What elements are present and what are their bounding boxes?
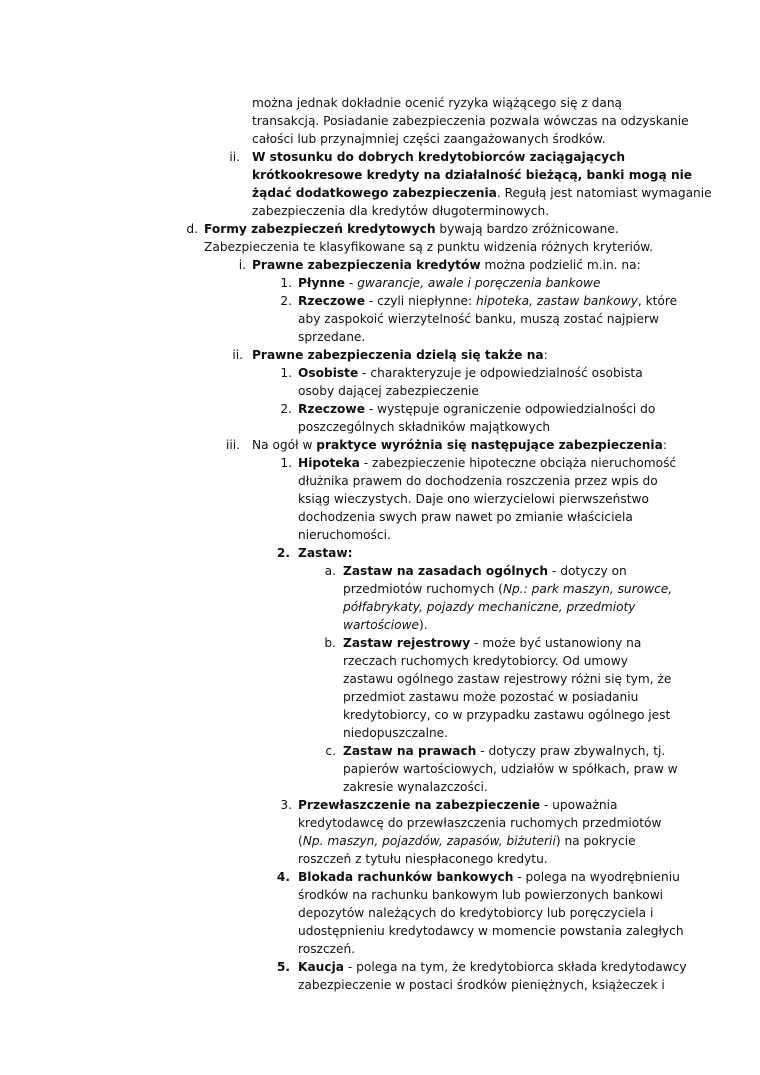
list-marker: 3. <box>280 798 292 812</box>
paragraph-line <box>343 581 672 598</box>
list-marker: a. <box>324 564 336 578</box>
list-marker: d. <box>186 222 198 236</box>
bold-text: Prawne zabezpieczenia dzielą się także na <box>252 348 544 362</box>
list-marker: 1. <box>280 456 292 470</box>
text: Na ogół w <box>252 438 317 452</box>
text: - występuje ograniczenie odpowiedzialności do <box>364 402 656 416</box>
text: . Regułą jest natomiast wymaganie <box>496 186 712 200</box>
list-item <box>252 347 548 364</box>
text: : <box>543 348 548 362</box>
list-marker: c. <box>325 744 336 758</box>
paragraph-line: poszczególnych składników majątkowych <box>298 420 551 434</box>
bold-text: Kaucja <box>298 960 344 974</box>
italic-text: Np.: park maszyn, surowce, <box>502 582 673 596</box>
text: - czyli niepłynne: <box>364 294 477 308</box>
list-marker: b. <box>324 636 336 650</box>
text: ). <box>419 618 428 632</box>
text: można podzielić m.in. na: <box>480 258 641 272</box>
list-marker: 2. <box>276 546 290 560</box>
bold-text: Prawne zabezpieczenia kredytów <box>252 258 481 272</box>
paragraph-line: zastawu ogólnego zastaw rejestrowy różni się tym, że <box>343 672 672 686</box>
text: bywają bardzo zróżnicowane. <box>435 222 619 236</box>
text: - upoważnia <box>540 798 618 812</box>
paragraph-bold-line: krótkookresowe kredyty na działalność bieżącą, banki mogą nie <box>252 168 693 182</box>
italic-text: gwarancje, awale i poręczenia bankowe <box>357 276 601 290</box>
bold-text: Rzeczowe <box>298 402 365 416</box>
paragraph-line: przedmiot zastawu może pozostać w posiadaniu <box>343 690 639 704</box>
intro-line: można jednak dokładnie ocenić ryzyka wiążącego się z daną <box>252 96 623 110</box>
list-item <box>252 257 641 274</box>
list-marker: 2. <box>280 294 292 308</box>
paragraph-line: ksiąg wieczystych. Daje ono wierzycielowi pierwszeństwo <box>298 492 649 506</box>
list-item <box>298 365 643 382</box>
list-item <box>298 797 618 814</box>
list-item <box>298 275 600 292</box>
paragraph-line: zabezpieczenie w postaci środków pieniężnych, książeczek i <box>298 978 665 992</box>
list-item <box>343 563 627 580</box>
bold-text: żądać dodatkowego zabezpieczenia <box>252 186 497 200</box>
list-marker: i. <box>238 258 246 272</box>
text: - zabezpieczenie hipoteczne obciąża nieruchomość <box>359 456 677 470</box>
bold-text: Hipoteka <box>298 456 360 470</box>
paragraph-line: rzeczach ruchomych kredytobiorcy. Od umowy <box>343 654 628 668</box>
paragraph-line: sprzedane. <box>298 330 366 344</box>
list-item <box>298 401 655 418</box>
bold-text: Zastaw na zasadach ogólnych <box>343 564 549 578</box>
list-item <box>298 455 676 472</box>
text: ( <box>298 834 303 848</box>
paragraph-line <box>343 617 428 634</box>
paragraph-line: osoby dającej zabezpieczenie <box>298 384 479 398</box>
bold-text: Blokada rachunków bankowych <box>298 870 514 884</box>
list-item <box>298 959 687 976</box>
paragraph-line: zakresie wynalazczości. <box>343 780 488 794</box>
paragraph-line: roszczeń. <box>298 942 356 956</box>
italic-text: Np. maszyn, pojazdów, zapasów, biżuterii <box>302 834 556 848</box>
paragraph-line: aby zaspokoić wierzytelność banku, muszą zostać najpierw <box>298 312 659 326</box>
paragraph-line: dłużnika prawem do dochodzenia roszczenia przez wpis do <box>298 474 658 488</box>
paragraph-line: kredytobiorcy, co w przypadku zastawu ogólnego jest <box>343 708 671 722</box>
paragraph-line: środków na rachunku bankowym lub powierzonych bankowi <box>298 888 664 902</box>
text: - <box>345 276 358 290</box>
intro-line: całości lub przynajmniej części zaangażowanych środków. <box>252 132 606 146</box>
paragraph-line <box>298 833 636 850</box>
paragraph-line: roszczeń z tytułu niespłaconego kredytu. <box>298 852 548 866</box>
paragraph-line <box>252 185 712 202</box>
paragraph-line: nieruchomości. <box>298 528 391 542</box>
paragraph-line: niedopuszczalne. <box>343 726 449 740</box>
italic-text: wartościowe <box>343 618 420 632</box>
bold-text: Płynne <box>298 276 346 290</box>
list-marker: 1. <box>280 366 292 380</box>
text: - polega na tym, że kredytobiorca składa kredytodawcy <box>343 960 687 974</box>
list-item <box>252 437 667 454</box>
text: , które <box>637 294 678 308</box>
text: przedmiotów ruchomych ( <box>343 582 503 596</box>
bold-text: Przewłaszczenie na zabezpieczenie <box>298 798 541 812</box>
list-item <box>343 743 665 760</box>
bold-text: praktyce wyróżnia się następujące zabezpieczenia <box>316 438 663 452</box>
list-marker: ii. <box>232 348 243 362</box>
italic-text: hipoteka, zastaw bankowy <box>476 294 638 308</box>
paragraph-line: zabezpieczenia dla kredytów długoterminowych. <box>252 204 550 218</box>
section-heading-line <box>204 221 619 238</box>
bold-text: Osobiste <box>298 366 359 380</box>
text: - dotyczy on <box>548 564 627 578</box>
list-marker: iii. <box>225 438 240 452</box>
paragraph-line: kredytodawcę do przewłaszczenia ruchomych przedmiotów <box>298 816 662 830</box>
list-item <box>298 293 677 310</box>
paragraph-line: dochodzenia swych praw nawet po zmianie właściciela <box>298 510 633 524</box>
list-item: Zastaw: <box>298 546 353 560</box>
paragraph-line: półfabrykaty, pojazdy mechaniczne, przedmioty <box>343 600 636 614</box>
list-marker: ii. <box>229 150 240 164</box>
list-item <box>298 869 680 886</box>
text: - może być ustanowiony na <box>470 636 642 650</box>
paragraph-line: papierów wartościowych, udziałów w spółkach, praw w <box>343 762 678 776</box>
bold-text: Zastaw na prawach <box>343 744 477 758</box>
list-marker: 4. <box>276 870 290 884</box>
list-marker: 2. <box>280 402 292 416</box>
bold-text: Rzeczowe <box>298 294 365 308</box>
bold-text: Formy zabezpieczeń kredytowych <box>204 222 436 236</box>
paragraph-bold-line: W stosunku do dobrych kredytobiorców zaciągających <box>252 150 626 164</box>
list-item <box>343 635 641 652</box>
text: - charakteryzuje je odpowiedzialność osobista <box>358 366 643 380</box>
text: - dotyczy praw zbywalnych, tj. <box>476 744 666 758</box>
paragraph-line: depozytów należących do kredytobiorcy lub poręczyciela i <box>298 906 654 920</box>
paragraph-line: Zabezpieczenia te klasyfikowane są z punktu widzenia różnych kryteriów. <box>204 240 654 254</box>
list-marker: 1. <box>280 276 292 290</box>
intro-line: transakcją. Posiadanie zabezpieczenia pozwala wówczas na odzyskanie <box>252 114 689 128</box>
text: - polega na wyodrębnieniu <box>513 870 680 884</box>
list-marker: 5. <box>276 960 290 974</box>
text: ) na pokrycie <box>555 834 636 848</box>
paragraph-line: udostępnieniu kredytodawcy w momencie powstania zaległych <box>298 924 684 938</box>
bold-text: Zastaw rejestrowy <box>343 636 471 650</box>
text: : <box>662 438 667 452</box>
